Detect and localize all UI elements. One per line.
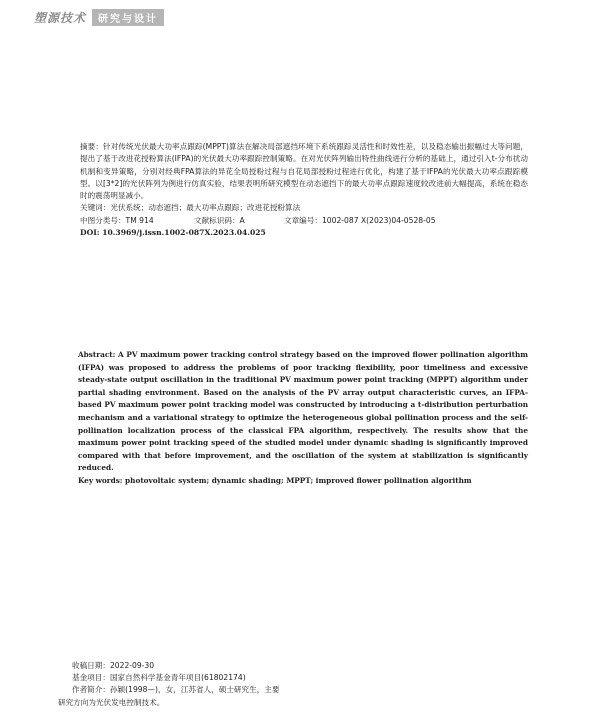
chinese-abstract-text: 摘要：针对传统光伏最大功率点跟踪(MPPT)算法在解决局部遮挡环境下系统跟踪灵活性和时效性差，以及稳态输出振幅过大等问题，提出了基于改进花授粉算法(IFPA)的光伏最大功率跟踪控制策略。在对光伏阵列输出特性曲线进行分析的基础上，通过引入t-分布扰动机制和变异策略，分别对经典FPA算法的异花全局授粉过程与自花局部授粉过程进行优化，构建了基于IFPA的光伏最大功率点跟踪模型。以[3*2]的光伏阵列为例进行仿真实验，结果表明所研究模型在动态遮挡下的最大功率点跟踪速度较改进前大幅提高，系统在稳态时的震荡明显减小。: [80, 142, 528, 201]
chinese-abstract: [80, 141, 528, 239]
author-bio-continued: 研究方向为光伏发电控制技术。: [58, 697, 165, 707]
journal-name: 塑源技术: [34, 10, 87, 25]
article-number: 文章编号：1002-087 X(2023)04-0528-05: [284, 215, 436, 225]
english-abstract: [78, 349, 528, 488]
chinese-keywords: 关键词：光伏系统；动态遮挡；最大功率点跟踪；改进花授粉算法: [80, 203, 301, 213]
received-date: 收稿日期：2022-09-30: [72, 661, 155, 670]
doi: DOI: 10.3969/j.issn.1002-087X.2023.04.025: [80, 228, 266, 238]
footnote: [58, 660, 538, 709]
clc-number: 中图分类号：TM 914: [80, 215, 154, 225]
english-keywords: Key words: photovoltaic system; dynamic shading; MPPT; improved flower pollination algorithm: [78, 475, 472, 485]
classification-row: [80, 215, 528, 227]
document-code: 文献标识码：A: [194, 215, 245, 225]
author-bio: 作者简介：孙颖(1998—)，女，江苏省人，硕士研究生，主要: [72, 685, 280, 695]
english-abstract-text: Abstract: A PV maximum power tracking control strategy based on the improved flower pollination algorithm (IFPA) was proposed to address the problems of poor tracking flexibility, poor timeliness and excessive steady-state output oscillation in the traditional PV maximum power point tracking (MPPT) algorithm under partial shading environment. Based on the analysis of the PV array output characteristic curves, an IFPA-based PV maximum power point tracking model was constructed by introducing a t-distribution perturbation mechanism and a variational strategy to optimize the heterogeneous global pollination process and the self-pollination localization process of the classical FPA algorithm, respectively. The results show that the maximum power point tracking speed of the studied model under dynamic shading is significantly improved compared with that before improvement, and the oscillation of the system at stabilization is significantly reduced.: [78, 350, 528, 473]
section-tag: 研究与设计: [92, 9, 164, 26]
running-header: [34, 8, 164, 26]
fund-project: 基金项目：国家自然科学基金青年项目(61802174): [72, 673, 246, 683]
